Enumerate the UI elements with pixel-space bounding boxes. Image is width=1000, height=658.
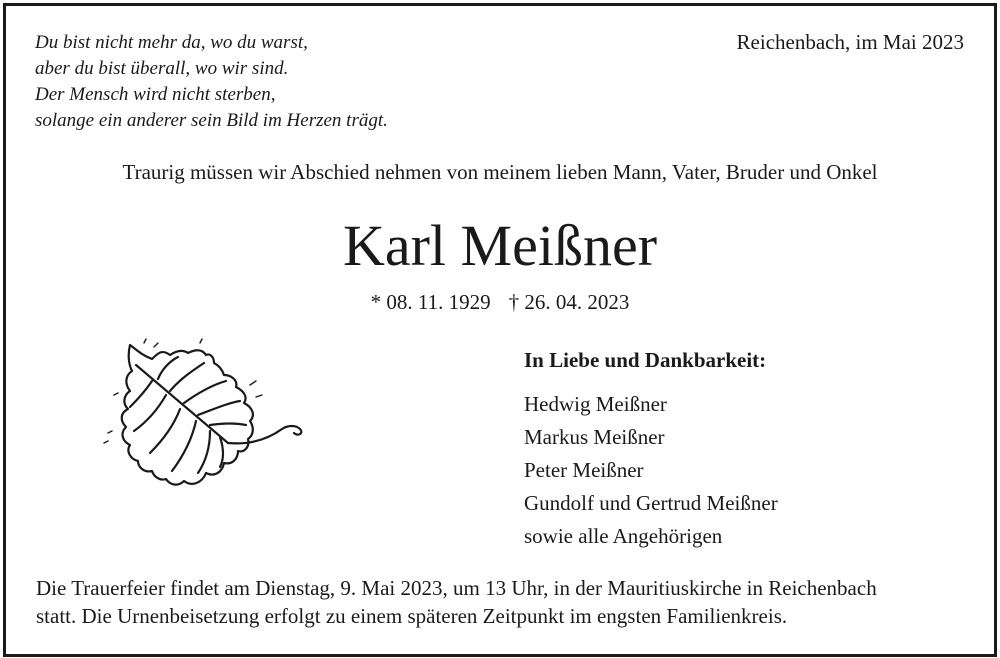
funeral-notice bbox=[36, 574, 877, 630]
mourner-name: Gundolf und Gertrud Meißner bbox=[524, 491, 778, 515]
place-and-date: Reichenbach, im Mai 2023 bbox=[736, 30, 964, 54]
mourners-list bbox=[524, 388, 778, 553]
deceased-name: Karl Meißner bbox=[342, 213, 658, 278]
notice-line: statt. Die Urnenbeisetzung erfolgt zu einem späteren Zeitpunkt im engsten Familienkreis. bbox=[36, 604, 788, 628]
mourner-name: Hedwig Meißner bbox=[524, 392, 667, 416]
mourner-name: Peter Meißner bbox=[524, 458, 644, 482]
poem-line: Du bist nicht mehr da, wo du warst, bbox=[35, 32, 308, 53]
poem-line: aber du bist überall, wo wir sind. bbox=[35, 58, 289, 79]
poem-line: solange ein anderer sein Bild im Herzen trägt. bbox=[35, 110, 388, 131]
mourners-heading: In Liebe und Dankbarkeit: bbox=[524, 348, 767, 372]
birth-date: * 08. 11. 1929 bbox=[370, 290, 491, 314]
life-dates bbox=[0, 290, 1000, 315]
notice-line: Die Trauerfeier findet am Dienstag, 9. Mai 2023, um 13 Uhr, in der Mauritiuskirche in Reichenbach bbox=[36, 576, 877, 600]
memorial-poem bbox=[35, 30, 388, 134]
poem-line: Der Mensch wird nicht sterben, bbox=[35, 84, 276, 105]
mourner-name: sowie alle Angehörigen bbox=[524, 524, 723, 548]
mourner-name: Markus Meißner bbox=[524, 425, 665, 449]
intro-text: Traurig müssen wir Abschied nehmen von meinem lieben Mann, Vater, Bruder und Onkel bbox=[122, 160, 878, 184]
death-date: † 26. 04. 2023 bbox=[508, 290, 630, 314]
mourners-block bbox=[524, 348, 778, 553]
leaf-icon bbox=[100, 335, 315, 505]
